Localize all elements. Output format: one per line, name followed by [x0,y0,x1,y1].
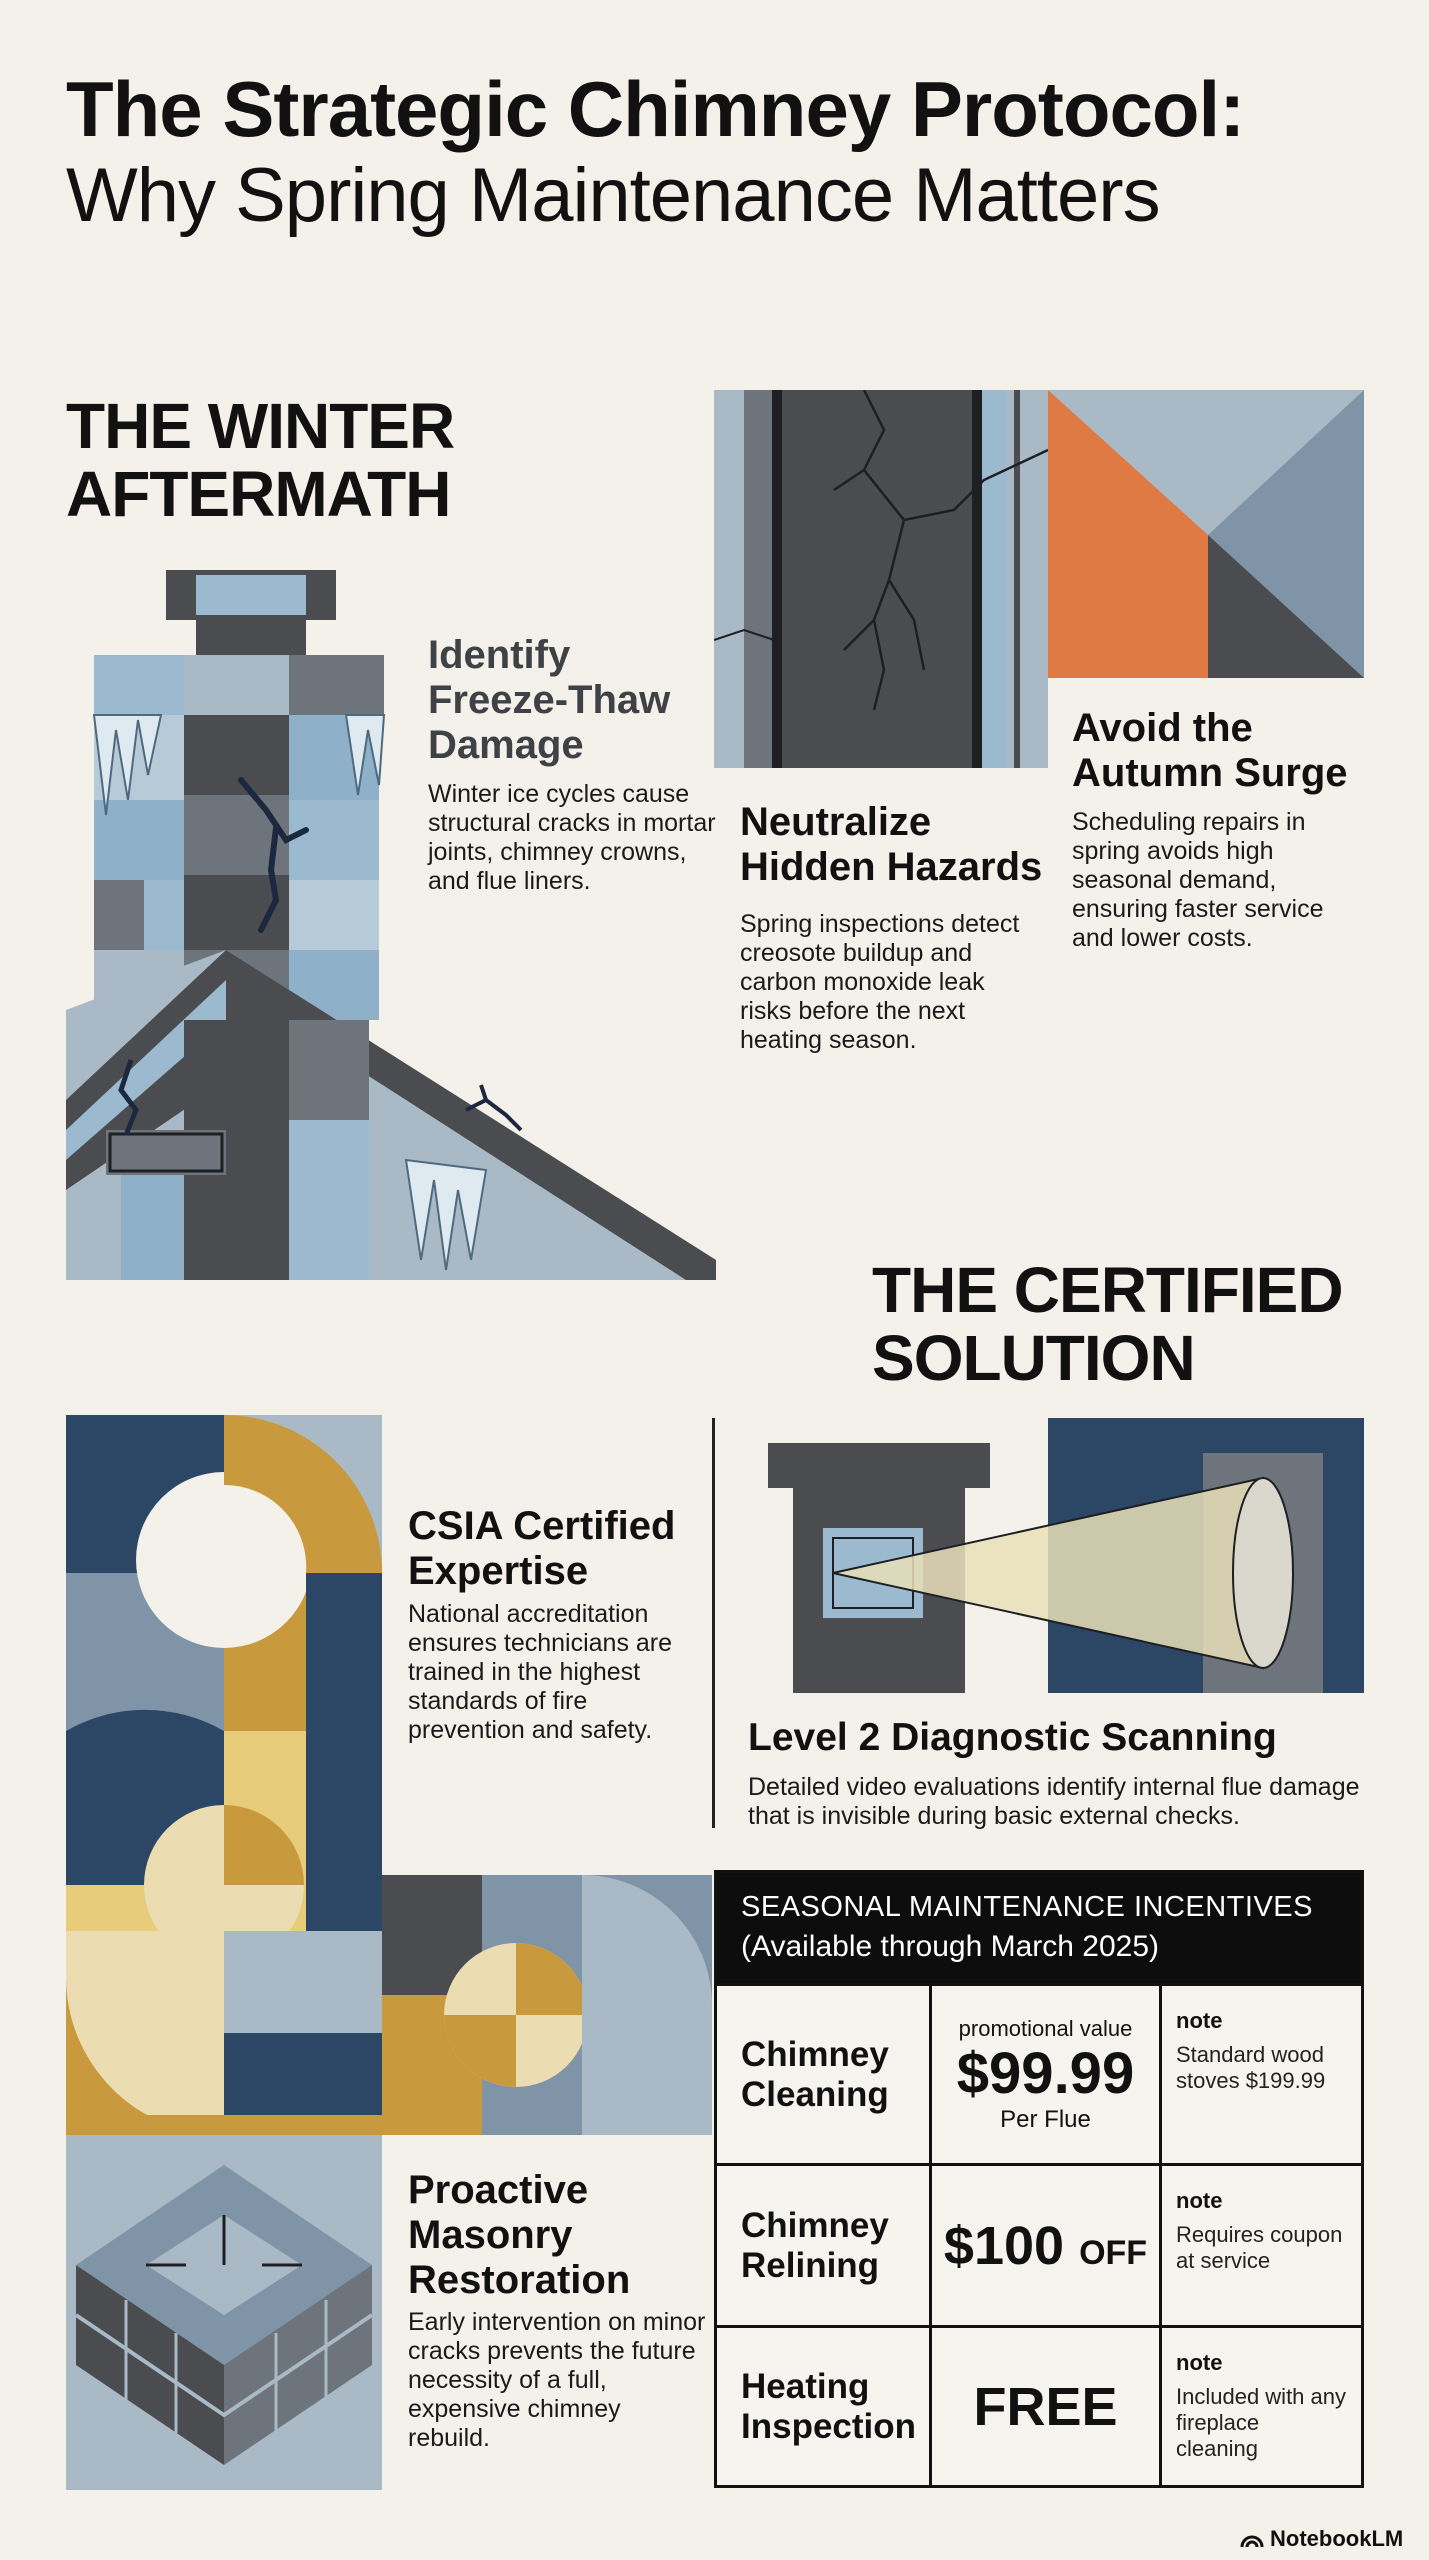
masonry-brick-illustration [66,2135,382,2490]
page-title: The Strategic Chimney Protocol: [66,65,1245,153]
diagnostic-scan-illustration [768,1418,1364,1693]
autumn-text: Scheduling repairs in spring avoids high seasonal demand, ensuring faster service and lower costs. [1072,808,1324,952]
hazards-title: Neutralize Hidden Hazards [740,800,1043,889]
incentives-heading: SEASONAL MAINTENANCE INCENTIVES [741,1891,1313,1923]
winter-heading: THE WINTER AFTERMATH [66,390,455,530]
scanning-title: Level 2 Diagnostic Scanning [748,1716,1277,1759]
freeze-thaw-text: Winter ice cycles cause structural cracks in mortar joints, chimney crowns, and flue liners. [428,780,716,895]
hazards-text: Spring inspections detect creosote buildup and carbon monoxide leak risks before the next heating season. [740,910,1020,1054]
service-name: Chimney Relining [741,2205,889,2285]
masonry-text: Early intervention on minor cracks prevents the future necessity of a full, expensive chimney rebuild. [408,2308,706,2452]
note-label: note [1176,2188,1223,2213]
promo-label: promotional value [958,2015,1133,2041]
scanning-text: Detailed video evaluations identify internal flue damage that is invisible during basic external checks. [748,1773,1360,1830]
promo-unit: Per Flue [1000,2105,1091,2133]
incentives-table [714,1870,1364,2488]
csia-text: National accreditation ensures technicians are trained in the highest standards of fire prevention and safety. [408,1600,673,1744]
service-name: Heating Inspection [741,2366,917,2446]
table-row [717,2163,1361,2325]
brand-name: NotebookLM [1270,2526,1404,2551]
free-value: FREE [973,2376,1118,2437]
note-text: Requires coupon at service [1176,2222,1343,2273]
table-row [717,2325,1361,2485]
seasonal-geometric-graphic [1048,390,1364,678]
notebooklm-logo-icon [1240,2530,1264,2548]
page-subtitle: Why Spring Maintenance Matters [66,153,1160,238]
note-label: note [1176,2350,1223,2375]
autumn-title: Avoid the Autumn Surge [1072,706,1348,795]
note-text: Standard wood stoves $199.99 [1176,2042,1326,2093]
note-text: Included with any fireplace cleaning [1176,2384,1346,2461]
certified-heading: THE CERTIFIED SOLUTION [872,1254,1343,1394]
incentives-header [717,1873,1361,1983]
csia-title: CSIA Certified Expertise [408,1504,676,1593]
masonry-title: Proactive Masonry Restoration [408,2168,631,2302]
section-divider [712,1418,715,1828]
freeze-thaw-title: Identify Freeze-Thaw Damage [428,633,671,767]
incentives-subheading: (Available through March 2025) [741,1930,1160,1963]
discount-value: $100 OFF [943,2215,1148,2276]
brand-mark [1240,2526,1403,2552]
promo-value: $99.99 [956,2040,1135,2106]
service-name: Chimney Cleaning [741,2034,889,2114]
table-row [717,1983,1361,2163]
note-label: note [1176,2008,1223,2033]
flue-crack-illustration [714,390,1048,768]
